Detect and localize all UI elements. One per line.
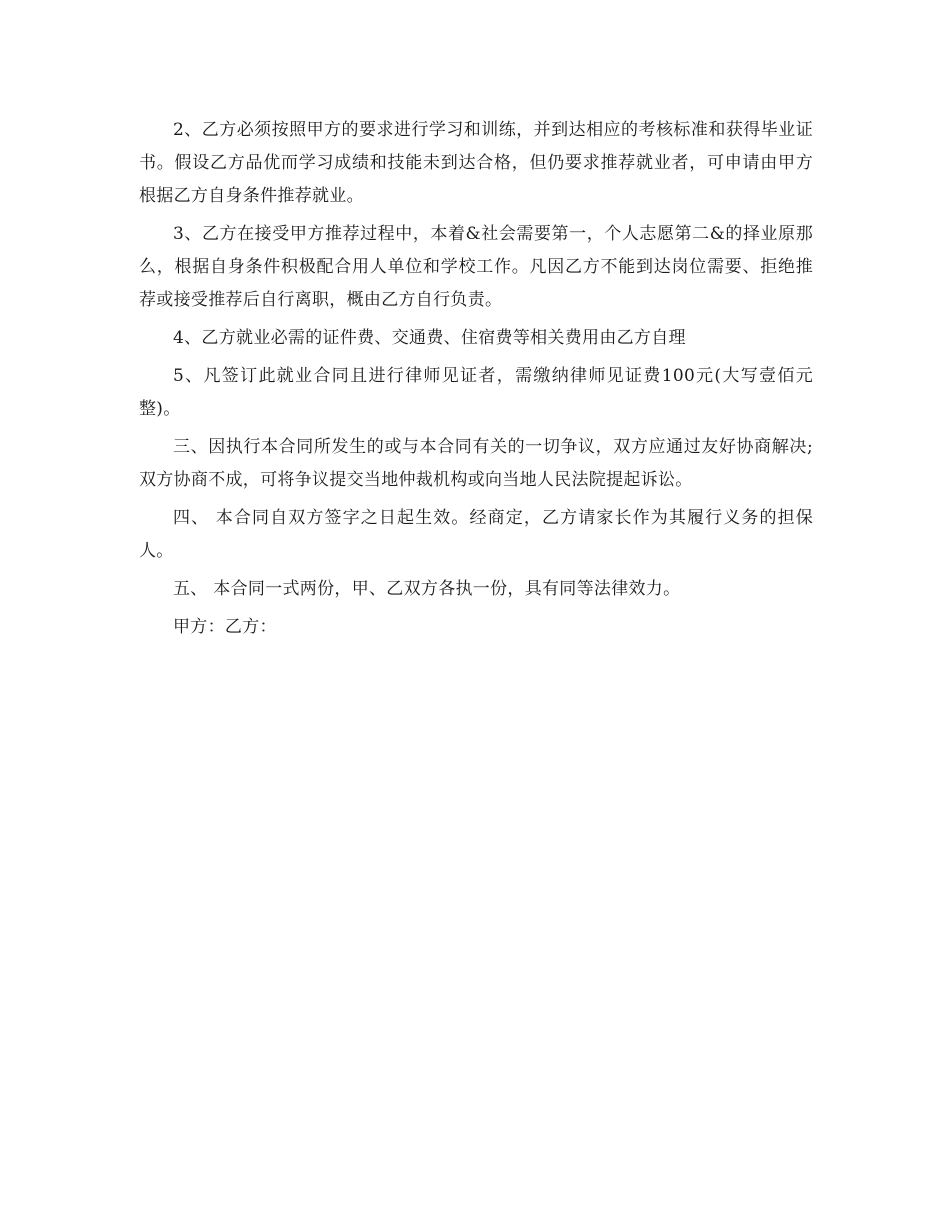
contract-body bbox=[139, 114, 813, 649]
clause-2-study-requirement: 2、乙方必须按照甲方的要求进行学习和训练，并到达相应的考核标准和获得毕业证书。假设乙方品优而学习成绩和技能未到达合格，但仍要求推荐就业者，可申请由甲方根据乙方自身条件推荐就业。 bbox=[139, 120, 813, 206]
section-3-disputes: 三、因执行本合同所发生的或与本合同有关的一切争议，双方应通过友好协商解决;双方协商不成，可将争议提交当地仲裁机构或向当地人民法院提起诉讼。 bbox=[139, 437, 813, 490]
clause-5-lawyer-fee: 5、凡签订此就业合同且进行律师见证者，需缴纳律师见证费100元(大写壹佰元整)。 bbox=[139, 366, 813, 419]
signature-line: 甲方：乙方： bbox=[173, 617, 277, 637]
section-4-effectiveness: 四、 本合同自双方签字之日起生效。经商定，乙方请家长作为其履行义务的担保人。 bbox=[139, 508, 813, 561]
clause-4-expenses: 4、乙方就业必需的证件费、交通费、住宿费等相关费用由乙方自理 bbox=[173, 328, 686, 348]
section-5-copies: 五、 本合同一式两份，甲、乙双方各执一份，具有同等法律效力。 bbox=[173, 579, 681, 599]
clause-3-recommendation-process: 3、乙方在接受甲方推荐过程中，本着&社会需要第一，个人志愿第二&的择业原那么，根据自身条件积极配合用人单位和学校工作。凡因乙方不能到达岗位需要、拒绝推荐或接受推荐后自行离职，概由乙方自行负责。 bbox=[139, 224, 813, 310]
